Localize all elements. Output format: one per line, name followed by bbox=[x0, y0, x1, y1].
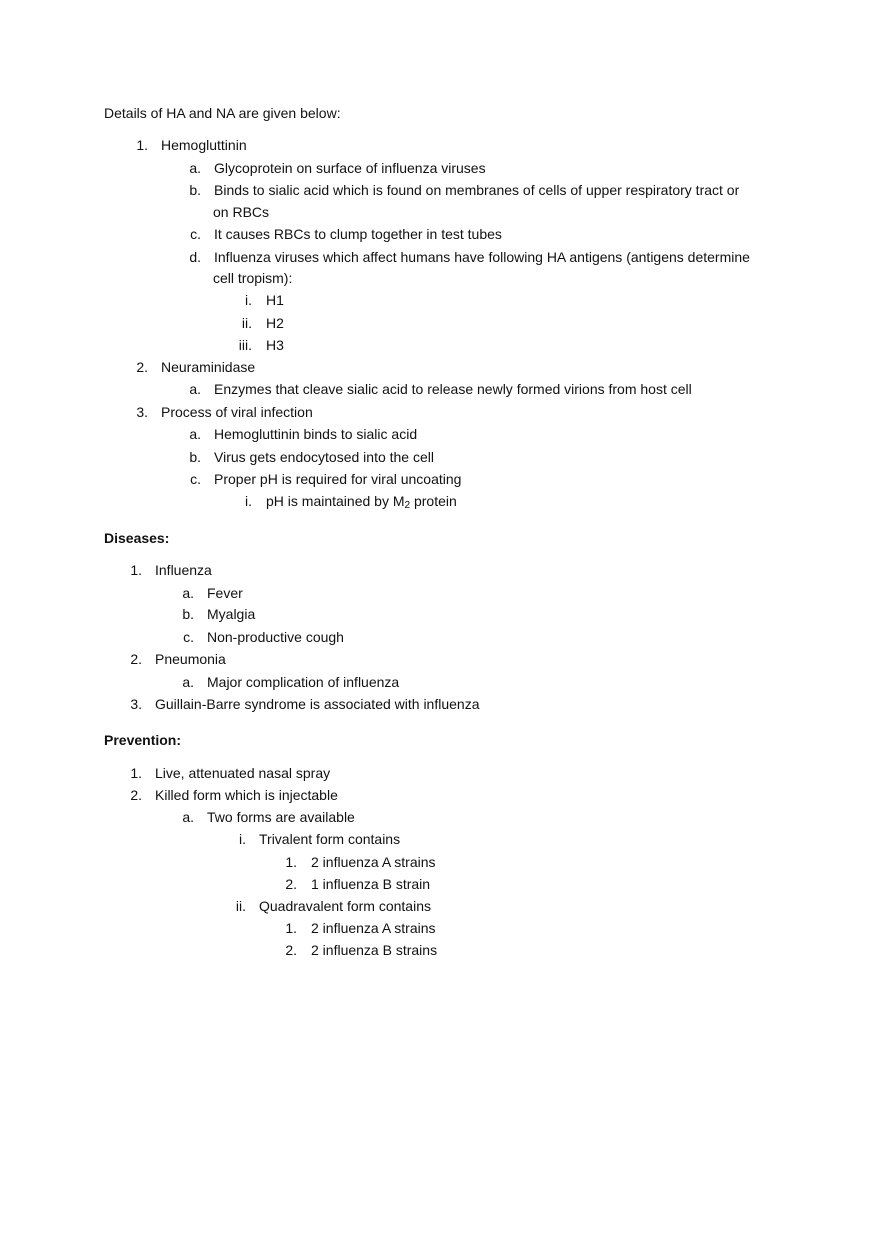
list-marker: 3. bbox=[130, 696, 142, 712]
list-marker: 1. bbox=[130, 765, 142, 781]
text-part: protein bbox=[410, 493, 457, 509]
list-item-quadravalent: Quadravalent form contains bbox=[259, 898, 431, 914]
list-item-pneumonia: Pneumonia bbox=[155, 651, 226, 667]
list-marker: 1. bbox=[136, 137, 148, 153]
list-marker: a. bbox=[182, 674, 194, 690]
list-item: 2 influenza A strains bbox=[311, 854, 436, 870]
list-item: Hemogluttinin binds to sialic acid bbox=[214, 426, 418, 442]
list-item: Myalgia bbox=[207, 606, 256, 622]
diseases-heading: Diseases: bbox=[104, 530, 170, 546]
list-item: Binds to sialic acid which is found on membranes of cells of upper respiratory tract or bbox=[214, 182, 740, 198]
prevention-heading: Prevention: bbox=[104, 732, 182, 748]
list-item-guillain-barre: Guillain-Barre syndrome is associated with influenza bbox=[155, 696, 480, 712]
list-marker: 1. bbox=[285, 920, 297, 936]
list-item-nasal-spray: Live, attenuated nasal spray bbox=[155, 765, 331, 781]
list-item: 2 influenza B strains bbox=[311, 942, 438, 958]
list-item-killed-form: Killed form which is injectable bbox=[155, 787, 338, 803]
list-item: Two forms are available bbox=[207, 809, 355, 825]
list-item: Virus gets endocytosed into the cell bbox=[214, 449, 434, 465]
intro-text: Details of HA and NA are given below: bbox=[104, 105, 341, 121]
list-marker: d. bbox=[189, 249, 201, 265]
list-item: It causes RBCs to clump together in test tubes bbox=[214, 226, 502, 242]
list-marker: 2. bbox=[285, 942, 297, 958]
list-item-process: Process of viral infection bbox=[161, 404, 313, 420]
list-marker: a. bbox=[182, 809, 194, 825]
list-marker: ii. bbox=[241, 315, 252, 331]
list-marker: 2. bbox=[130, 651, 142, 667]
list-marker: c. bbox=[190, 226, 201, 242]
list-item-continuation: on RBCs bbox=[213, 204, 270, 220]
list-item: Influenza viruses which affect humans have following HA antigens (antigens determine bbox=[214, 249, 750, 265]
list-marker: ii. bbox=[235, 898, 246, 914]
list-marker: b. bbox=[189, 449, 201, 465]
list-item: Major complication of influenza bbox=[207, 674, 400, 690]
list-marker: c. bbox=[190, 471, 201, 487]
list-item: H1 bbox=[266, 292, 284, 308]
list-marker: iii. bbox=[238, 337, 252, 353]
list-item: 2 influenza A strains bbox=[311, 920, 436, 936]
list-item: H3 bbox=[266, 337, 284, 353]
list-marker: a. bbox=[189, 160, 201, 176]
list-marker: b. bbox=[182, 606, 194, 622]
list-item-neuraminidase: Neuraminidase bbox=[161, 359, 256, 375]
text-part: pH is maintained by M bbox=[266, 493, 405, 509]
list-marker: c. bbox=[183, 629, 194, 645]
list-marker: a. bbox=[189, 426, 201, 442]
list-item: Non-productive cough bbox=[207, 629, 344, 645]
list-item: Enzymes that cleave sialic acid to release newly formed virions from host cell bbox=[214, 381, 692, 397]
list-item: Proper pH is required for viral uncoating bbox=[214, 471, 462, 487]
list-marker: 2. bbox=[285, 876, 297, 892]
list-item: 1 influenza B strain bbox=[311, 876, 431, 892]
list-marker: 1. bbox=[285, 854, 297, 870]
list-marker: i. bbox=[245, 292, 252, 308]
list-marker: a. bbox=[182, 585, 194, 601]
list-marker: a. bbox=[189, 381, 201, 397]
list-item: H2 bbox=[266, 315, 284, 331]
list-marker: i. bbox=[245, 493, 252, 509]
list-marker: 2. bbox=[136, 359, 148, 375]
list-marker: i. bbox=[239, 831, 246, 847]
list-item: Fever bbox=[207, 585, 243, 601]
list-item-influenza: Influenza bbox=[155, 562, 212, 578]
list-marker: 3. bbox=[136, 404, 148, 420]
list-item-m2-protein bbox=[266, 492, 457, 510]
list-marker: 1. bbox=[130, 562, 142, 578]
list-marker: b. bbox=[189, 182, 201, 198]
list-item-trivalent: Trivalent form contains bbox=[259, 831, 401, 847]
list-marker: 2. bbox=[130, 787, 142, 803]
subscript: 2 bbox=[404, 500, 411, 511]
list-item-continuation: cell tropism): bbox=[213, 270, 293, 286]
list-item-hemogluttinin: Hemogluttinin bbox=[161, 137, 247, 153]
list-item: Glycoprotein on surface of influenza viruses bbox=[214, 160, 486, 176]
